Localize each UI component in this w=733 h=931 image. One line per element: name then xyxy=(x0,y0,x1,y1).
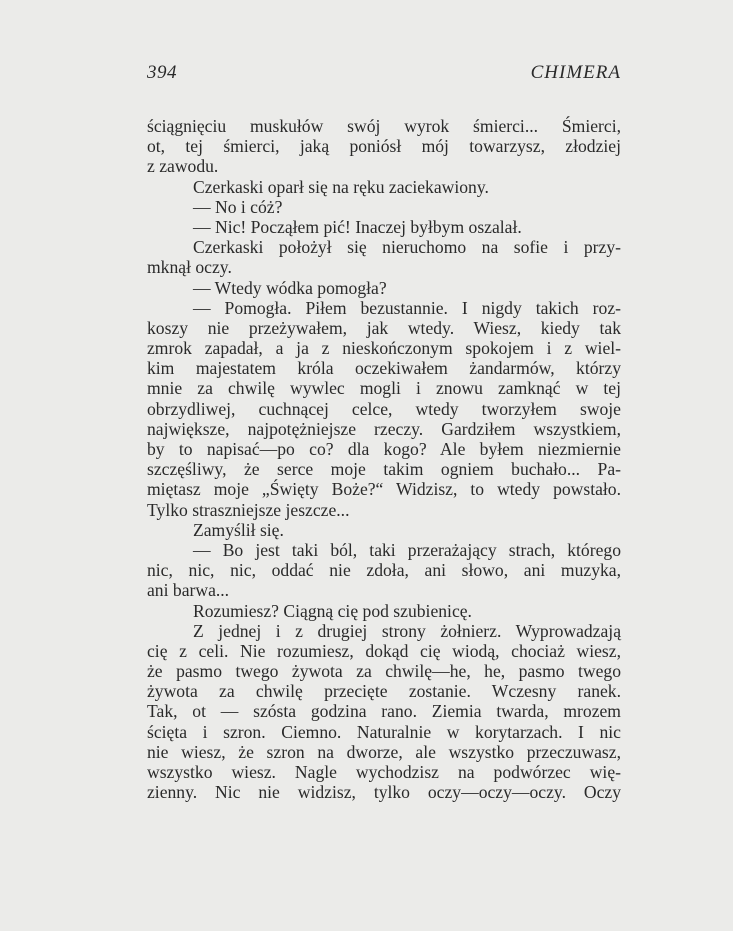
text-line: ot, tej śmierci, jaką poniósł mój towarzysz, złodziej xyxy=(147,136,621,157)
text-line: — Wtedy wódka pomogła? xyxy=(193,277,387,298)
text-line: mnie za chwilę wywlec mogli i znowu zamknąć w tej xyxy=(147,378,621,399)
text-line: nie wiesz, że szron na dworze, ale wszystko przeczuwasz, xyxy=(147,741,621,762)
text-line: nic, nic, nic, oddać nie zdoła, ani słowo, ani muzyka, xyxy=(147,560,621,581)
text-line: mknął oczy. xyxy=(147,257,232,278)
text-line: żywota za chwilę przecięte zostanie. Wczesny ranek. xyxy=(147,681,621,702)
text-line: zienny. Nic nie widzisz, tylko oczy—oczy—oczy. Oczy xyxy=(147,782,621,803)
body-text xyxy=(147,116,621,802)
text-line: — Pomogła. Piłem bezustannie. I nigdy takich roz- xyxy=(193,297,621,318)
text-line: Czerkaski oparł się na ręku zaciekawiony. xyxy=(193,176,489,197)
page-number: 394 xyxy=(147,62,177,83)
text-line: Czerkaski położył się nieruchomo na sofie i przy- xyxy=(193,237,621,258)
text-line: Rozumiesz? Ciągną cię pod szubienicę. xyxy=(193,600,472,621)
text-line: ścięta i szron. Ciemno. Naturalnie w korytarzach. I nic xyxy=(147,721,621,742)
text-line: koszy nie przeżywałem, jak wtedy. Wiesz, kiedy tak xyxy=(147,317,621,338)
text-line: obrzydliwej, cuchnącej celce, wtedy tworzyłem swoje xyxy=(147,398,621,419)
running-header xyxy=(147,62,621,86)
text-line: Tak, ot — szósta godzina rano. Ziemia twarda, mrozem xyxy=(147,701,621,722)
text-line: — No i cóż? xyxy=(193,196,283,217)
text-line: ani barwa... xyxy=(147,580,230,601)
text-line: wszystko wiesz. Nagle wychodzisz na podwórzec wię- xyxy=(147,762,621,782)
text-line: że pasmo twego żywota za chwilę—he, he, pasmo twego xyxy=(147,661,621,682)
text-line: Z jednej i z drugiej strony żołnierz. Wyprowadzają xyxy=(193,620,621,641)
text-line: cię z celi. Nie rozumiesz, dokąd cię wiodą, chociaż wiesz, xyxy=(147,640,621,661)
text-line: by to napisać—po co? dla kogo? Ale byłem niezmiernie xyxy=(147,439,621,459)
text-line: Tylko straszniejsze jeszcze... xyxy=(147,499,350,520)
text-line: szczęśliwy, że serce moje takim ogniem buchało... Pa- xyxy=(147,459,621,480)
text-line: — Bo jest taki ból, taki przerażający strach, którego xyxy=(193,539,621,560)
text-line: kim majestatem króla oczekiwałem żandarmów, którzy xyxy=(147,358,621,379)
running-title: CHIMERA xyxy=(530,62,621,83)
text-line: największe, najpotężniejsze rzeczy. Gardziłem wszystkiem, xyxy=(147,418,621,439)
text-line: z zawodu. xyxy=(147,156,219,177)
text-line: zmrok zapadał, a ja z nieskończonym spokojem i z wiel- xyxy=(147,338,621,359)
text-line: — Nic! Począłem pić! Inaczej byłbym oszalał. xyxy=(193,216,522,237)
text-line: ściągnięciu muskułów swój wyrok śmierci... Śmierci, xyxy=(147,116,621,136)
text-line: Zamyślił się. xyxy=(193,519,284,540)
text-line: miętasz moje „Święty Boże?“ Widzisz, to wtedy powstało. xyxy=(147,479,621,500)
